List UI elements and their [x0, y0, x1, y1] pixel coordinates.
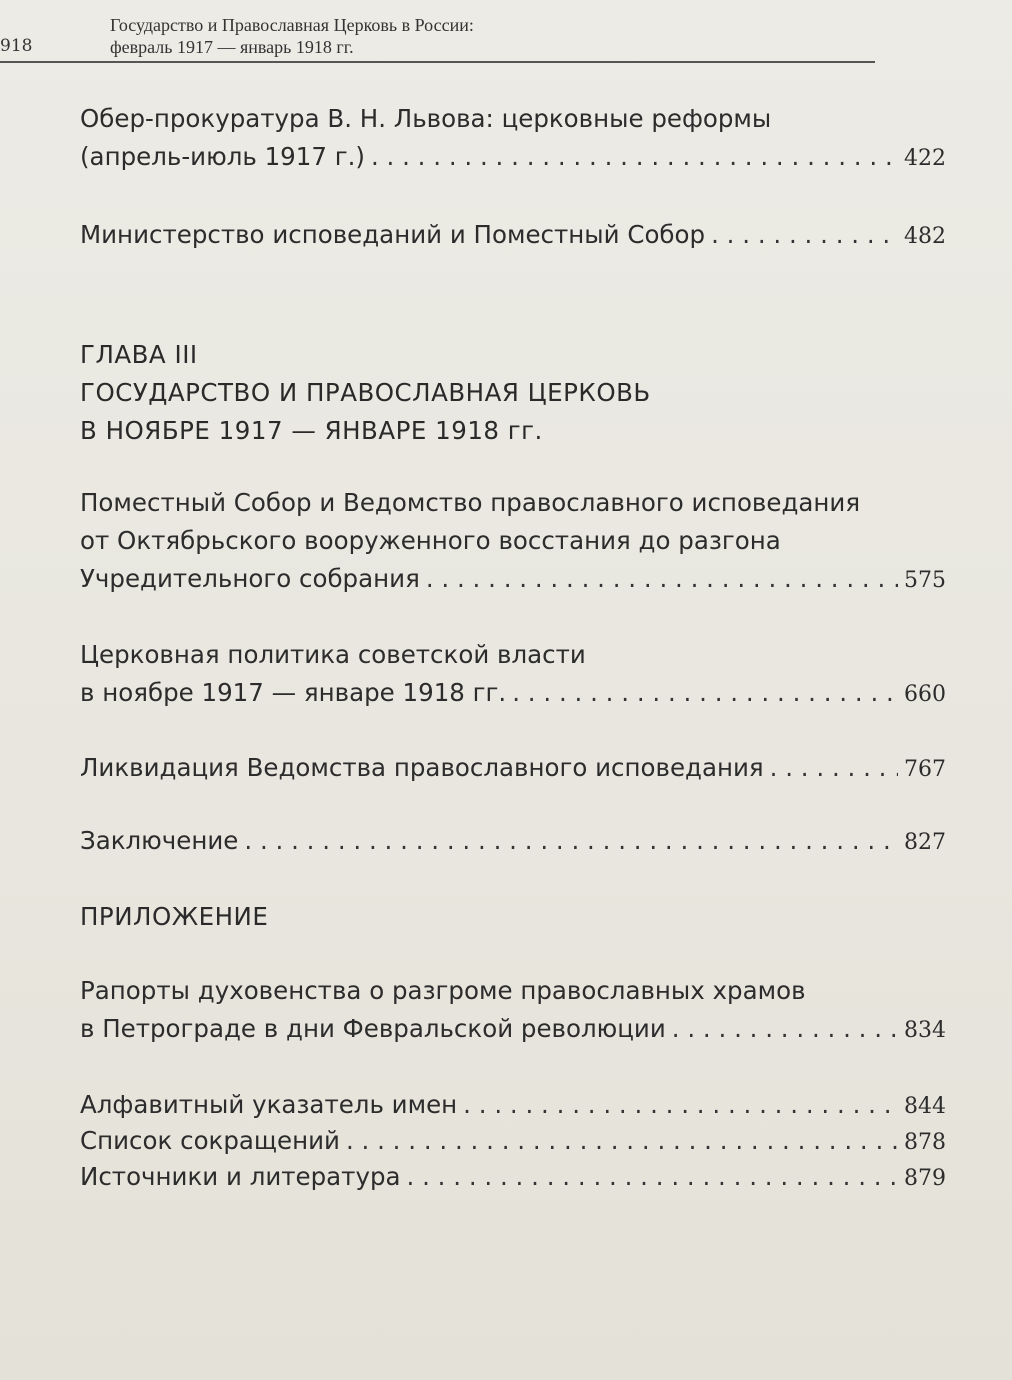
- dot-leader: [463, 1086, 898, 1124]
- toc-entry-sources: [80, 1158, 946, 1198]
- toc-entry-last-line: [80, 749, 946, 789]
- running-title-line2: февраль 1917 — январь 1918 гг.: [110, 37, 354, 57]
- toc-page-number: 879: [904, 1166, 946, 1191]
- toc-entry-clergy-reports: [80, 972, 946, 1050]
- toc-entry-text-line: Заключение: [80, 826, 239, 855]
- toc-page-number: 834: [904, 1018, 946, 1043]
- chapter-label: ГЛАВА III: [80, 340, 198, 369]
- dot-leader: [770, 749, 898, 787]
- toc-entry-text-line: Алфавитный указатель имен: [80, 1090, 458, 1119]
- toc-entry-name-index: [80, 1086, 946, 1126]
- toc-page-number: 575: [904, 568, 946, 593]
- toc-entry-ministry: [80, 216, 946, 256]
- toc-entry-last-line: [80, 822, 946, 862]
- toc-entry-text-line: Список сокращений: [80, 1126, 340, 1155]
- toc-entry-text-line: в Петрограде в дни Февральской революции: [80, 1014, 666, 1043]
- toc-entry-text-line: в ноябре 1917 — январе 1918 гг.: [80, 678, 507, 707]
- toc-page-number: 482: [904, 224, 946, 249]
- toc-entry-local-council: [80, 484, 946, 600]
- chapter-heading: [80, 336, 651, 450]
- toc-entry-text-line: Министерство исповеданий и Поместный Собор: [80, 220, 706, 249]
- dot-leader: [346, 1122, 898, 1160]
- toc-entry-conclusion: [80, 822, 946, 862]
- toc-entry-last-line: [80, 138, 946, 178]
- header-rule: [0, 61, 875, 63]
- dot-leader: [244, 822, 898, 860]
- toc-page-number: 422: [904, 146, 946, 171]
- toc-entry-last-line: [80, 1086, 946, 1126]
- toc-entry-soviet-policy: [80, 636, 946, 714]
- toc-entry-text-line: Ликвидация Ведомства православного исповедания: [80, 753, 764, 782]
- toc-entry-text-line: Рапорты духовенства о разгроме православных храмов: [80, 976, 806, 1005]
- dot-leader: [407, 1158, 898, 1196]
- chapter-title-line1: ГОСУДАРСТВО И ПРАВОСЛАВНАЯ ЦЕРКОВЬ: [80, 378, 651, 407]
- page-number: 918: [0, 36, 33, 56]
- toc-entry-last-line: [80, 560, 946, 600]
- toc-page-number: 767: [904, 757, 946, 782]
- running-title: [110, 14, 474, 58]
- toc-page-number: 827: [904, 830, 946, 855]
- toc-entry-last-line: [80, 1158, 946, 1198]
- toc-entry-text-line: от Октябрьского вооруженного восстания до разгона: [80, 526, 781, 555]
- dot-leader: [672, 1010, 898, 1048]
- toc-entry-text-line: Церковная политика советской власти: [80, 640, 586, 669]
- appendix-heading: ПРИЛОЖЕНИЕ: [80, 902, 269, 931]
- dot-leader: [512, 674, 898, 712]
- toc-page-number: 844: [904, 1094, 946, 1119]
- toc-entry-lvov-reforms: [80, 100, 946, 178]
- toc-page-number: 660: [904, 682, 946, 707]
- toc-page-number: 878: [904, 1130, 946, 1155]
- toc-entry-liquidation: [80, 749, 946, 789]
- dot-leader: [371, 138, 898, 176]
- page-header: [0, 0, 1012, 66]
- toc-entry-text-line: Источники и литература: [80, 1162, 401, 1191]
- toc-entry-text-line: Обер-прокуратура В. Н. Львова: церковные реформы: [80, 104, 772, 133]
- toc-entry-last-line: [80, 674, 946, 714]
- toc-entry-last-line: [80, 1010, 946, 1050]
- dot-leader: [711, 216, 898, 254]
- toc-entry-abbreviations: [80, 1122, 946, 1162]
- toc-entry-text-line: Учредительного собрания: [80, 564, 420, 593]
- toc-entry-last-line: [80, 1122, 946, 1162]
- toc-entry-text-line: (апрель-июль 1917 г.): [80, 142, 365, 171]
- chapter-title-line2: В НОЯБРЕ 1917 — ЯНВАРЕ 1918 гг.: [80, 416, 543, 445]
- running-title-line1: Государство и Православная Церковь в России:: [110, 15, 474, 35]
- toc-entry-text-line: Поместный Собор и Ведомство православного исповедания: [80, 488, 861, 517]
- dot-leader: [426, 560, 898, 598]
- toc-entry-last-line: [80, 216, 946, 256]
